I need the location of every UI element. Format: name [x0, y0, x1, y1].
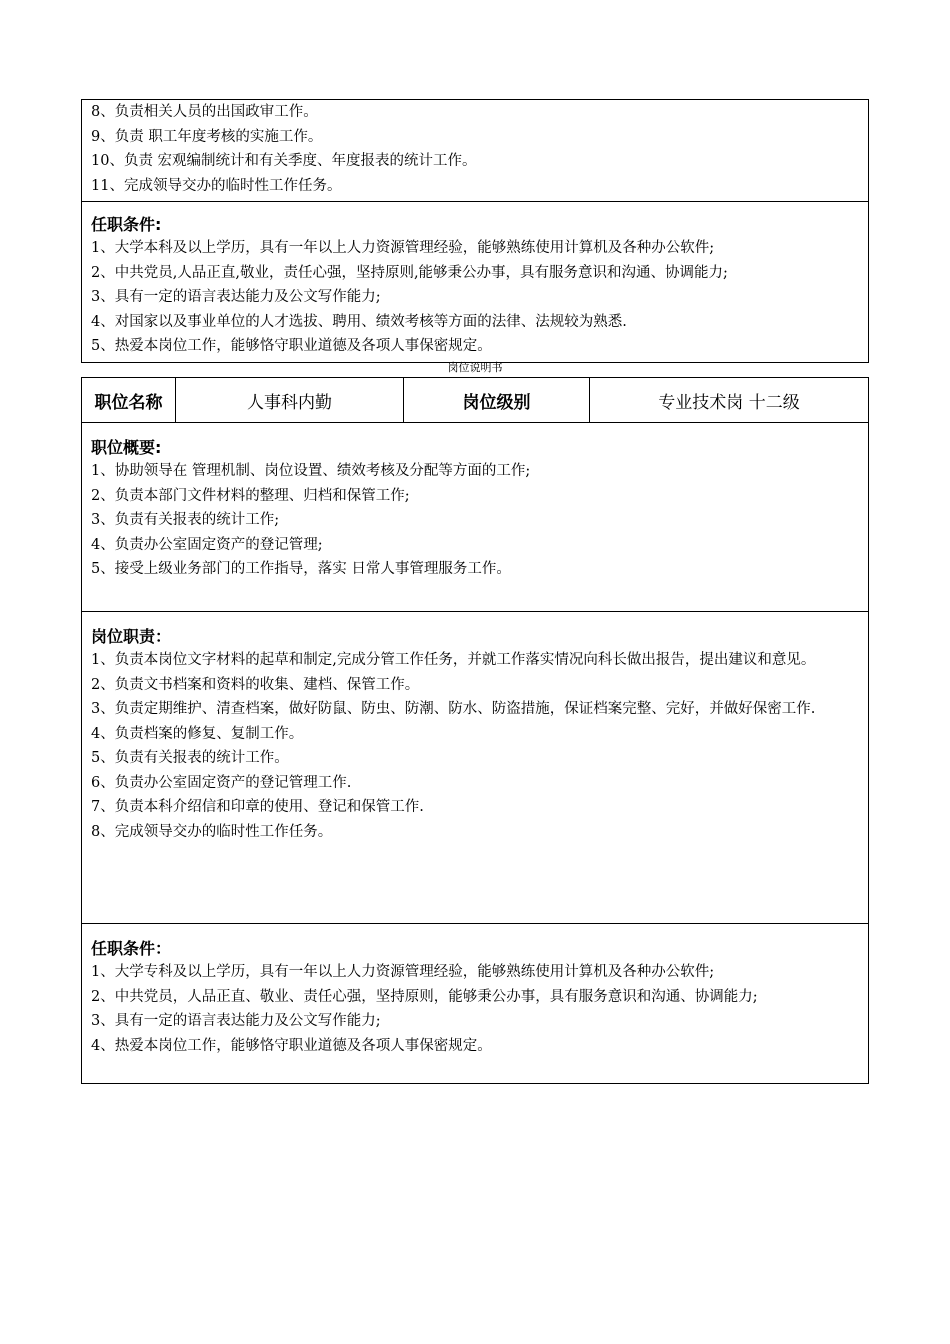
qualifications-title: 任职条件:: [91, 215, 162, 234]
duty-line: 8、负责相关人员的出国政审工作。: [91, 104, 318, 120]
qualifications-title: 任职条件：: [91, 939, 172, 958]
duty-line: 2、负责文书档案和资料的收集、建档、保管工作。: [91, 676, 420, 693]
position-level-label: 岗位级别: [403, 378, 589, 422]
overview-line: 5、接受上级业务部门的工作指导，落实 日常人事管理服务工作。: [91, 561, 511, 577]
qualification-line: 5、热爱本岗位工作，能够恪守职业道德及各项人事保密规定。: [91, 338, 492, 354]
position-level-value: 专业技术岗 十二级: [589, 378, 868, 422]
qualifications-section: [82, 201, 868, 359]
header-row: [82, 378, 868, 423]
qualification-line: 4、对国家以及事业单位的人才选拔、聘用、绩效考核等方面的法律、法规较为熟悉.: [91, 313, 627, 330]
duty-line: 3、负责定期维护、清查档案，做好防鼠、防虫、防潮、防水、防盗措施，保证档案完整、完好，并做好保密工作.: [91, 701, 816, 717]
qualification-line: 3、具有一定的语言表达能力及公文写作能力;: [91, 289, 381, 305]
duty-line: 6、负责办公室固定资产的登记管理工作.: [91, 774, 352, 791]
duty-line: 9、负责 职工年度考核的实施工作。: [91, 128, 323, 145]
duty-line: 1、负责本岗位文字材料的起草和制定,完成分管工作任务，并就工作落实情况向科长做出报告，提出建议和意见。: [91, 652, 816, 668]
duty-line: 5、负责有关报表的统计工作。: [91, 750, 289, 766]
qualification-line: 4、热爱本岗位工作，能够恪守职业道德及各项人事保密规定。: [91, 1037, 492, 1054]
qualification-line: 1、大学专科及以上学历，具有一年以上人力资源管理经验，能够熟练使用计算机及各种办公软件;: [91, 964, 715, 980]
duty-line: 10、负责 宏观编制统计和有关季度、年度报表的统计工作。: [91, 153, 477, 169]
duty-line: 11、完成领导交办的临时性工作任务。: [91, 177, 342, 194]
qualification-line: 1、大学本科及以上学历，具有一年以上人力资源管理经验，能够熟练使用计算机及各种办公软件;: [91, 240, 715, 256]
duty-line: 4、负责档案的修复、复制工作。: [91, 725, 304, 742]
duties-section: [82, 611, 868, 923]
duty-line: 7、负责本科介绍信和印章的使用、登记和保管工作.: [91, 799, 424, 815]
position-name-value: 人事科内勤: [175, 378, 403, 422]
continued-table: [81, 99, 869, 363]
overview-line: 4、负责办公室固定资产的登记管理;: [91, 536, 323, 553]
position-name-label: 职位名称: [94, 392, 163, 413]
overview-line: 3、负责有关报表的统计工作;: [91, 512, 280, 528]
overview-line: 1、协助领导在 管理机制、岗位设置、绩效考核及分配等方面的工作;: [91, 463, 531, 479]
qualification-line: 2、中共党员，人品正直、敬业、责任心强，坚持原则，能够秉公办事，具有服务意识和沟通、协调能力;: [91, 988, 758, 1005]
overview-section: [82, 423, 868, 611]
qualification-line: 3、具有一定的语言表达能力及公文写作能力;: [91, 1013, 381, 1029]
duty-line: 8、完成领导交办的临时性工作任务。: [91, 823, 333, 840]
document-caption: 岗位说明书: [447, 361, 503, 374]
duties-continued-section: [82, 100, 868, 201]
overview-line: 2、负责本部门文件材料的整理、归档和保管工作;: [91, 487, 410, 504]
qualifications-section: [82, 923, 868, 1058]
qualification-line: 2、中共党员,人品正直,敬业，责任心强，坚持原则,能够秉公办事，具有服务意识和沟通、协调能力;: [91, 264, 728, 281]
job-description-table: [81, 377, 869, 1084]
overview-title: 职位概要:: [91, 438, 162, 457]
duties-title: 岗位职责：: [91, 627, 172, 646]
